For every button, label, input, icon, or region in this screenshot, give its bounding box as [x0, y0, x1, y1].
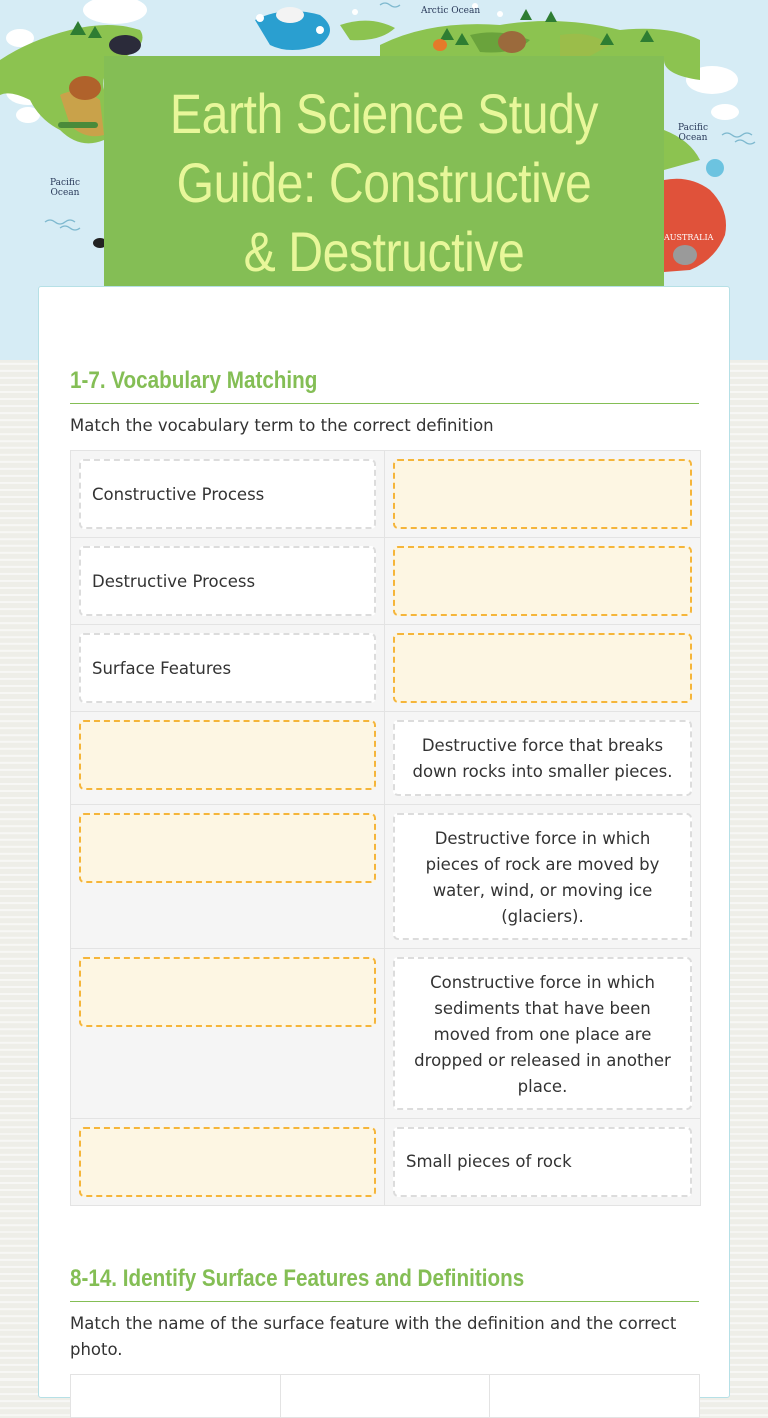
section2-title: 8-14. Identify Surface Features and Definitions	[70, 1265, 525, 1292]
table-cell	[71, 1375, 281, 1418]
map-label-arctic: Arctic Ocean	[421, 6, 481, 16]
map-label-pacific-left-line2: Ocean	[50, 188, 80, 198]
section1-title: 1-7. Vocabulary Matching	[70, 367, 318, 394]
table-row	[71, 538, 701, 625]
map-label-pacific-right-line2: Ocean	[678, 133, 708, 143]
drop-zone[interactable]	[393, 633, 692, 703]
worksheet-card	[38, 286, 730, 1398]
table-row	[71, 712, 701, 805]
left-cell	[71, 538, 385, 625]
page-title: Earth Science Study Guide: Constructive & Destructive	[169, 81, 599, 283]
term-card[interactable]: Constructive Process	[79, 459, 376, 529]
table-row	[71, 805, 701, 949]
right-cell	[385, 538, 701, 625]
left-cell	[71, 949, 385, 1119]
left-cell	[71, 625, 385, 712]
term-card[interactable]: Destructive Process	[79, 546, 376, 616]
section1-divider	[70, 403, 699, 404]
definition-card[interactable]: Constructive force in which sediments that have been moved from one place are dropped or released in another place.	[393, 957, 692, 1110]
map-label-australia: AUSTRALIA	[664, 233, 714, 242]
map-label-pacific-left-line1: Pacific	[50, 178, 80, 188]
right-cell	[385, 1119, 701, 1206]
definition-card[interactable]: Small pieces of rock	[393, 1127, 692, 1197]
drop-zone[interactable]	[393, 459, 692, 529]
drop-zone[interactable]	[393, 546, 692, 616]
term-card[interactable]: Surface Features	[79, 633, 376, 703]
drop-zone[interactable]	[79, 813, 376, 883]
right-cell	[385, 712, 701, 805]
vocabulary-matching-table	[70, 450, 701, 1206]
left-cell	[71, 1119, 385, 1206]
map-label-pacific-right-line1: Pacific	[678, 123, 708, 133]
drop-zone[interactable]	[79, 957, 376, 1027]
drop-zone[interactable]	[79, 1127, 376, 1197]
table-row	[71, 1375, 700, 1418]
definition-card[interactable]: Destructive force that breaks down rocks into smaller pieces.	[393, 720, 692, 796]
table-row	[71, 625, 701, 712]
left-cell	[71, 805, 385, 949]
definition-card[interactable]: Destructive force in which pieces of rock are moved by water, wind, or moving ice (glaciers).	[393, 813, 692, 940]
section1-instructions: Match the vocabulary term to the correct definition	[70, 416, 494, 435]
section2-instructions: Match the name of the surface feature with the definition and the correct photo.	[70, 1314, 677, 1359]
surface-features-table	[70, 1374, 700, 1418]
drop-zone[interactable]	[79, 720, 376, 790]
table-row	[71, 1119, 701, 1206]
right-cell	[385, 949, 701, 1119]
left-cell	[71, 451, 385, 538]
map-label-pacific-right	[678, 123, 708, 143]
right-cell	[385, 805, 701, 949]
section2-divider	[70, 1301, 699, 1302]
table-row	[71, 949, 701, 1119]
table-row	[71, 451, 701, 538]
right-cell	[385, 625, 701, 712]
right-cell	[385, 451, 701, 538]
table-cell	[280, 1375, 490, 1418]
table-cell	[490, 1375, 700, 1418]
title-box	[104, 56, 664, 286]
map-label-pacific-left	[50, 178, 80, 198]
left-cell	[71, 712, 385, 805]
